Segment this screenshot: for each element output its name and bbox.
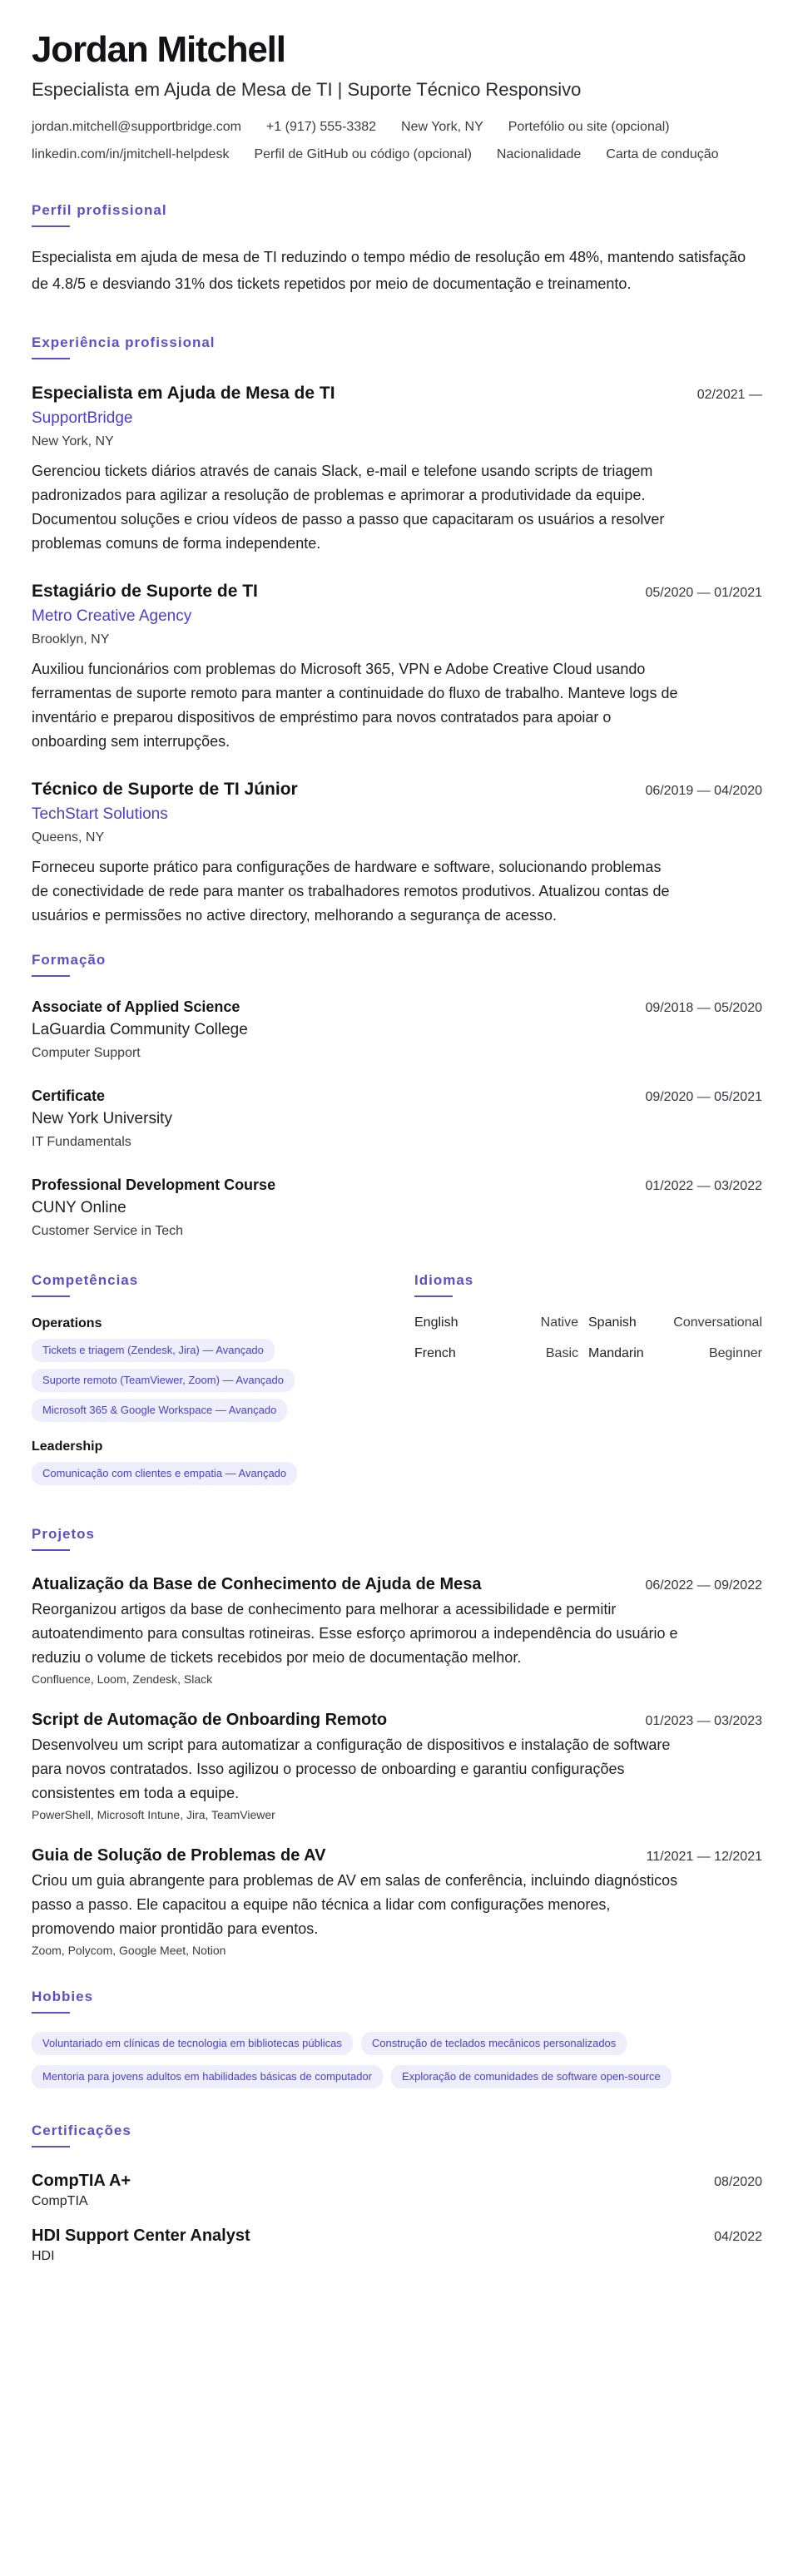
skill-chip: Suporte remoto (TeamViewer, Zoom) — Avançado [32,1369,295,1392]
section-title: Idiomas [414,1272,474,1288]
project-entry [32,1844,762,1959]
certification-name: CompTIA A+ [32,2172,131,2190]
certification-date: 04/2022 [714,2230,762,2244]
contact-list [32,113,731,168]
section-title: Certificações [32,2123,131,2138]
education-entry [32,1084,762,1154]
candidate-name: Jordan Mitchell [32,29,285,70]
section-divider [32,225,70,227]
section-title: Experiência profissional [32,334,216,350]
contact-portfolio[interactable]: Portefólio ou site (opcional) [508,120,670,134]
job-location: New York, NY [32,434,114,448]
project-tools: PowerShell, Microsoft Intune, Jira, TeamViewer [32,1808,275,1821]
job-title: Técnico de Suporte de TI Júnior [32,780,298,799]
certification-date: 08/2020 [714,2175,762,2189]
section-certifications [32,2122,762,2266]
contact-phone[interactable]: +1 (917) 555-3382 [265,120,377,134]
section-title: Perfil profissional [32,202,167,218]
project-dates: 01/2023 — 03/2023 [645,1714,762,1728]
field-of-study: IT Fundamentals [32,1135,131,1149]
job-location: Queens, NY [32,830,105,845]
certification-entry [32,2224,762,2266]
language-level: Beginner [708,1346,762,1360]
section-hobbies [32,1988,762,2088]
section-education [32,951,762,1243]
section-divider [32,2146,70,2147]
experience-entry [32,579,762,754]
contact-github[interactable]: Perfil de GitHub ou código (opcional) [254,147,472,161]
language-item [414,1307,588,1338]
language-level: Conversational [673,1315,762,1330]
education-dates: 09/2018 — 05/2020 [645,1001,762,1015]
project-name: Atualização da Base de Conhecimento de Ajuda de Mesa [32,1575,482,1593]
project-description: Criou um guia abrangente para problemas de AV em salas de conferência, incluindo diagnósticos passo a passo. Ele capacitou a equipe não técnica a lidar com configurações menores, promovendo maior prontidão para eventos. [32,1872,678,1937]
section-languages [414,1271,762,1500]
language-item [588,1307,762,1338]
language-name: English [414,1315,458,1330]
project-description: Desenvolveu um script para automatizar a configuração de dispositivos e instalação de software para novos contratados. Isso agilizou o processo de onboarding e garantiu configurações consistentes em toda a equipe. [32,1736,671,1801]
hobby-chip: Mentoria para jovens adultos em habilidades básicas de computador [32,2065,383,2088]
section-title: Competências [32,1272,139,1288]
job-title: Estagiário de Suporte de TI [32,582,258,601]
project-tools: Confluence, Loom, Zendesk, Slack [32,1672,213,1686]
contact-linkedin[interactable]: linkedin.com/in/jmitchell-helpdesk [32,147,230,161]
education-entry [32,1173,762,1243]
language-item [414,1338,588,1369]
job-description: Auxiliou funcionários com problemas do Microsoft 365, VPN e Adobe Creative Cloud usando ferramentas de suporte remoto para manter a continuidade do fluxo de trabalho. Manteve logs de inventário e preparou dispositivos de empréstimo para novos contratados para apoiar o onboarding sem interrupções. [32,661,678,750]
skill-chip-list [32,1339,381,1422]
skill-group-title: Leadership [32,1439,103,1454]
company-name: SupportBridge [32,409,133,427]
job-dates: 06/2019 — 04/2020 [645,784,762,798]
skills-languages-row [32,1271,762,1500]
project-entry [32,1708,762,1824]
candidate-headline: Especialista em Ajuda de Mesa de TI | Suporte Técnico Responsivo [32,79,582,100]
section-divider [32,1295,70,1297]
experience-entry [32,381,762,556]
language-level: Basic [545,1346,578,1360]
field-of-study: Computer Support [32,1046,141,1060]
project-tools: Zoom, Polycom, Google Meet, Notion [32,1944,226,1957]
project-name: Guia de Solução de Problemas de AV [32,1846,326,1865]
experience-entry [32,777,762,928]
profile-summary: Especialista em ajuda de mesa de TI reduzindo o tempo médio de resolução em 48%, mantendo satisfação de 4.8/5 e desviando 31% dos tickets repetidos por meio de documentação e treinamento. [32,249,746,292]
degree: Professional Development Course [32,1177,276,1193]
school-name: New York University [32,1110,172,1127]
language-item [588,1338,762,1369]
section-divider [32,2012,70,2014]
job-dates: 02/2021 — [696,388,762,402]
section-experience [32,334,762,928]
section-divider [32,358,70,359]
certification-name: HDI Support Center Analyst [32,2227,250,2245]
school-name: CUNY Online [32,1199,126,1216]
section-divider [32,975,70,977]
degree: Certificate [32,1087,106,1104]
certification-issuer: HDI [32,2249,55,2263]
contact-location: New York, NY [401,120,483,134]
project-description: Reorganizou artigos da base de conhecimento para melhorar a acessibilidade e permitir autoatendimento para consultas rotineiras. Esse esforço aprimorou a independência do usuário e reduziu o volume de tickets recebidos por meio de documentação melhor. [32,1601,678,1666]
certification-issuer: CompTIA [32,2194,88,2208]
company-name: Metro Creative Agency [32,607,192,625]
section-title: Projetos [32,1526,96,1542]
section-profile [32,201,762,297]
field-of-study: Customer Service in Tech [32,1224,183,1238]
hobby-chip: Construção de teclados mecânicos personalizados [361,2032,627,2055]
company-name: TechStart Solutions [32,805,168,823]
job-title: Especialista em Ajuda de Mesa de TI [32,384,335,403]
section-divider [414,1295,453,1297]
language-name: Mandarin [588,1346,644,1360]
skill-chip: Microsoft 365 & Google Workspace — Avançado [32,1399,287,1422]
job-dates: 05/2020 — 01/2021 [645,586,762,600]
contact-nationality: Nacionalidade [496,147,582,161]
section-title: Formação [32,952,107,968]
job-location: Brooklyn, NY [32,632,110,646]
language-name: French [414,1346,456,1360]
resume-header [32,28,762,168]
certification-entry [32,2169,762,2211]
degree: Associate of Applied Science [32,998,240,1015]
project-dates: 06/2022 — 09/2022 [645,1578,762,1593]
project-name: Script de Automação de Onboarding Remoto [32,1711,388,1729]
skill-group-title: Operations [32,1316,102,1330]
hobby-chip-list [32,2032,762,2088]
skill-chip: Tickets e triagem (Zendesk, Jira) — Avançado [32,1339,275,1362]
education-dates: 01/2022 — 03/2022 [645,1179,762,1193]
language-name: Spanish [588,1315,637,1330]
skill-chip-list [32,1462,381,1485]
education-dates: 09/2020 — 05/2021 [645,1090,762,1104]
section-title: Hobbies [32,1989,94,2004]
language-level: Native [540,1315,578,1330]
project-entry [32,1573,762,1688]
school-name: LaGuardia Community College [32,1021,248,1038]
job-description: Gerenciou tickets diários através de canais Slack, e-mail e telefone usando scripts de triagem padronizados para agilizar a resolução de problemas e aprimorar a produtividade da equipe. Documentou soluções e criou vídeos de passo a passo que capacitaram os usuários a resolver problemas comuns de forma independente. [32,463,665,552]
education-entry [32,995,762,1065]
job-description: Forneceu suporte prático para configurações de hardware e software, solucionando problemas de conectividade de rede para manter os trabalhadores remotos produtivos. Atualizou contas de usuários e permissões no active directory, melhorando a segurança de acesso. [32,859,670,924]
project-dates: 11/2021 — 12/2021 [646,1850,762,1864]
contact-drivers-license: Carta de condução [606,147,719,161]
contact-email[interactable]: jordan.mitchell@supportbridge.com [32,120,241,134]
hobby-chip: Exploração de comunidades de software open-source [391,2065,672,2088]
section-divider [32,1549,70,1551]
section-skills [32,1271,381,1500]
skill-chip: Comunicação com clientes e empatia — Avançado [32,1462,297,1485]
section-projects [32,1525,762,1959]
hobby-chip: Voluntariado em clínicas de tecnologia em bibliotecas públicas [32,2032,353,2055]
